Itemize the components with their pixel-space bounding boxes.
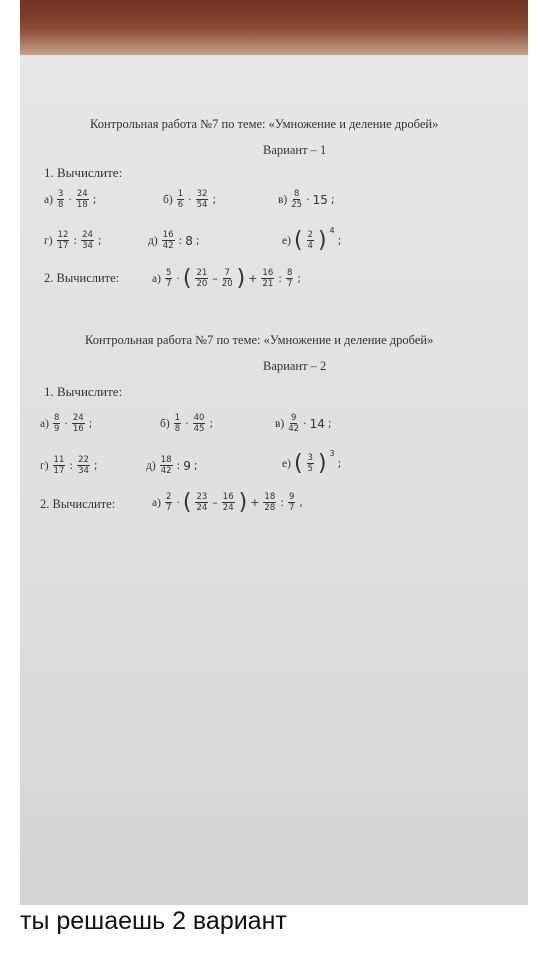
message-caption: ты решаешь 2 вариант (20, 907, 287, 935)
v2-variant: Вариант – 2 (263, 359, 327, 373)
fraction: $\frac{9}{42}$ (288, 413, 300, 434)
item-label: б) (163, 193, 173, 206)
v2-item-g: г) $\frac{11}{17}$ : $\frac{22}{34}$ ; (40, 455, 98, 476)
exponent: 3 (329, 449, 335, 458)
item-label: е) (282, 457, 291, 470)
fraction: $\frac{8}{7}$ (286, 268, 293, 289)
fraction: $\frac{16}{24}$ (222, 492, 234, 513)
fraction: $\frac{1}{6}$ (177, 189, 184, 210)
v1-title: Контрольная работа №7 по теме: «Умножение и деление дробей» (90, 117, 439, 131)
item-label: б) (160, 417, 170, 430)
operator: : (176, 459, 181, 472)
fraction: $\frac{7}{20}$ (221, 268, 233, 289)
fraction: $\frac{16}{42}$ (162, 230, 174, 251)
operator: · (306, 193, 310, 206)
fraction: $\frac{40}{45}$ (193, 413, 205, 434)
photo-attachment[interactable] (20, 0, 528, 905)
v1-variant: Вариант – 1 (263, 143, 327, 157)
fraction: $\frac{21}{20}$ (196, 268, 208, 289)
operator: : (69, 459, 74, 472)
fraction: $\frac{2}{7}$ (165, 492, 172, 513)
v1-item-d: д) $\frac{16}{42}$ : 8 ; (148, 230, 200, 251)
fraction: $\frac{3}{8}$ (57, 189, 64, 210)
photo-background-top (20, 0, 528, 55)
item-label: д) (148, 234, 158, 247)
exponent: 4 (329, 226, 335, 235)
v2-task2-label: 2. Вычислите: (40, 497, 116, 511)
paper-sheet (20, 55, 528, 905)
fraction: $\frac{24}{34}$ (82, 230, 93, 251)
operator: · (303, 417, 307, 430)
item-label: а) (152, 272, 161, 285)
v1-item-v: в) $\frac{8}{25}$ · 15 ; (278, 189, 335, 210)
v2-item-a: а) $\frac{8}{9}$ · $\frac{24}{16}$ ; (40, 413, 93, 434)
fraction: $\frac{24}{18}$ (76, 189, 88, 210)
v2-item-d: д) $\frac{18}{42}$ : 9 ; (146, 455, 198, 476)
v1-task2-label: 2. Вычислите: (44, 271, 120, 285)
item-label: г) (40, 459, 49, 472)
v2-item-e: е) ( $\frac{3}{5}$ ) 3 ; (282, 449, 342, 476)
operator: · (185, 417, 189, 430)
v2-item-b: б) $\frac{1}{8}$ · $\frac{40}{45}$ ; (160, 413, 214, 434)
v1-task1-label: 1. Вычислите: (44, 165, 123, 180)
fraction: $\frac{23}{24}$ (196, 492, 208, 513)
v1-task2-expression: а) $\frac{5}{7}$ · ( $\frac{21}{20}$ – $\frac{7}{20}$ ) + $\frac{16}{21}$ : $\frac{8}{7}$ ; (152, 265, 302, 291)
v2-item-v: в) $\frac{9}{42}$ · 14 ; (275, 413, 332, 434)
fraction: $\frac{9}{7}$ (288, 492, 295, 513)
v2-task1-label: 1. Вычислите: (44, 384, 123, 399)
fraction: $\frac{18}{28}$ (264, 492, 276, 513)
operator: · (188, 193, 192, 206)
operator: · (68, 193, 72, 206)
v1-item-a: а) $\frac{3}{8}$ · $\frac{24}{18}$ ; (44, 189, 97, 210)
fraction: $\frac{32}{54}$ (196, 189, 208, 210)
item-label: а) (40, 417, 49, 430)
fraction: $\frac{11}{17}$ (53, 455, 65, 476)
item-label: в) (275, 417, 285, 430)
operator: : (73, 234, 78, 247)
fraction: $\frac{5}{7}$ (165, 268, 172, 289)
item-label: а) (152, 496, 161, 509)
v1-item-e: е) ( $\frac{2}{4}$ ) 4 ; (282, 226, 342, 253)
v1-item-g: г) $\frac{12}{17}$ : $\frac{24}{34}$ ; (44, 230, 102, 251)
fraction: $\frac{2}{4}$ (307, 230, 313, 251)
item-label: г) (44, 234, 53, 247)
item-label: д) (146, 459, 156, 472)
item-label: е) (282, 234, 291, 247)
operator: · (64, 417, 68, 430)
fraction: $\frac{8}{25}$ (291, 189, 303, 210)
fraction: $\frac{22}{34}$ (78, 455, 89, 476)
fraction: $\frac{3}{5}$ (307, 453, 313, 474)
v2-title: Контрольная работа №7 по теме: «Умножение и деление дробей» (85, 333, 434, 347)
v1-item-b: б) $\frac{1}{6}$ · $\frac{32}{54}$ ; (163, 189, 217, 210)
item-label: а) (44, 193, 53, 206)
operator: : (178, 234, 183, 247)
fraction: $\frac{8}{9}$ (53, 413, 60, 434)
item-label: в) (278, 193, 288, 206)
v2-task2-expression: а) $\frac{2}{7}$ · ( $\frac{23}{24}$ – $\frac{16}{24}$ ) + $\frac{18}{28}$ : $\frac{9}{7}$ , (152, 489, 303, 515)
fraction: $\frac{16}{21}$ (262, 268, 274, 289)
fraction: $\frac{1}{8}$ (174, 413, 181, 434)
fraction: $\frac{24}{16}$ (72, 413, 84, 434)
fraction: $\frac{12}{17}$ (57, 230, 69, 251)
fraction: $\frac{18}{42}$ (160, 455, 172, 476)
